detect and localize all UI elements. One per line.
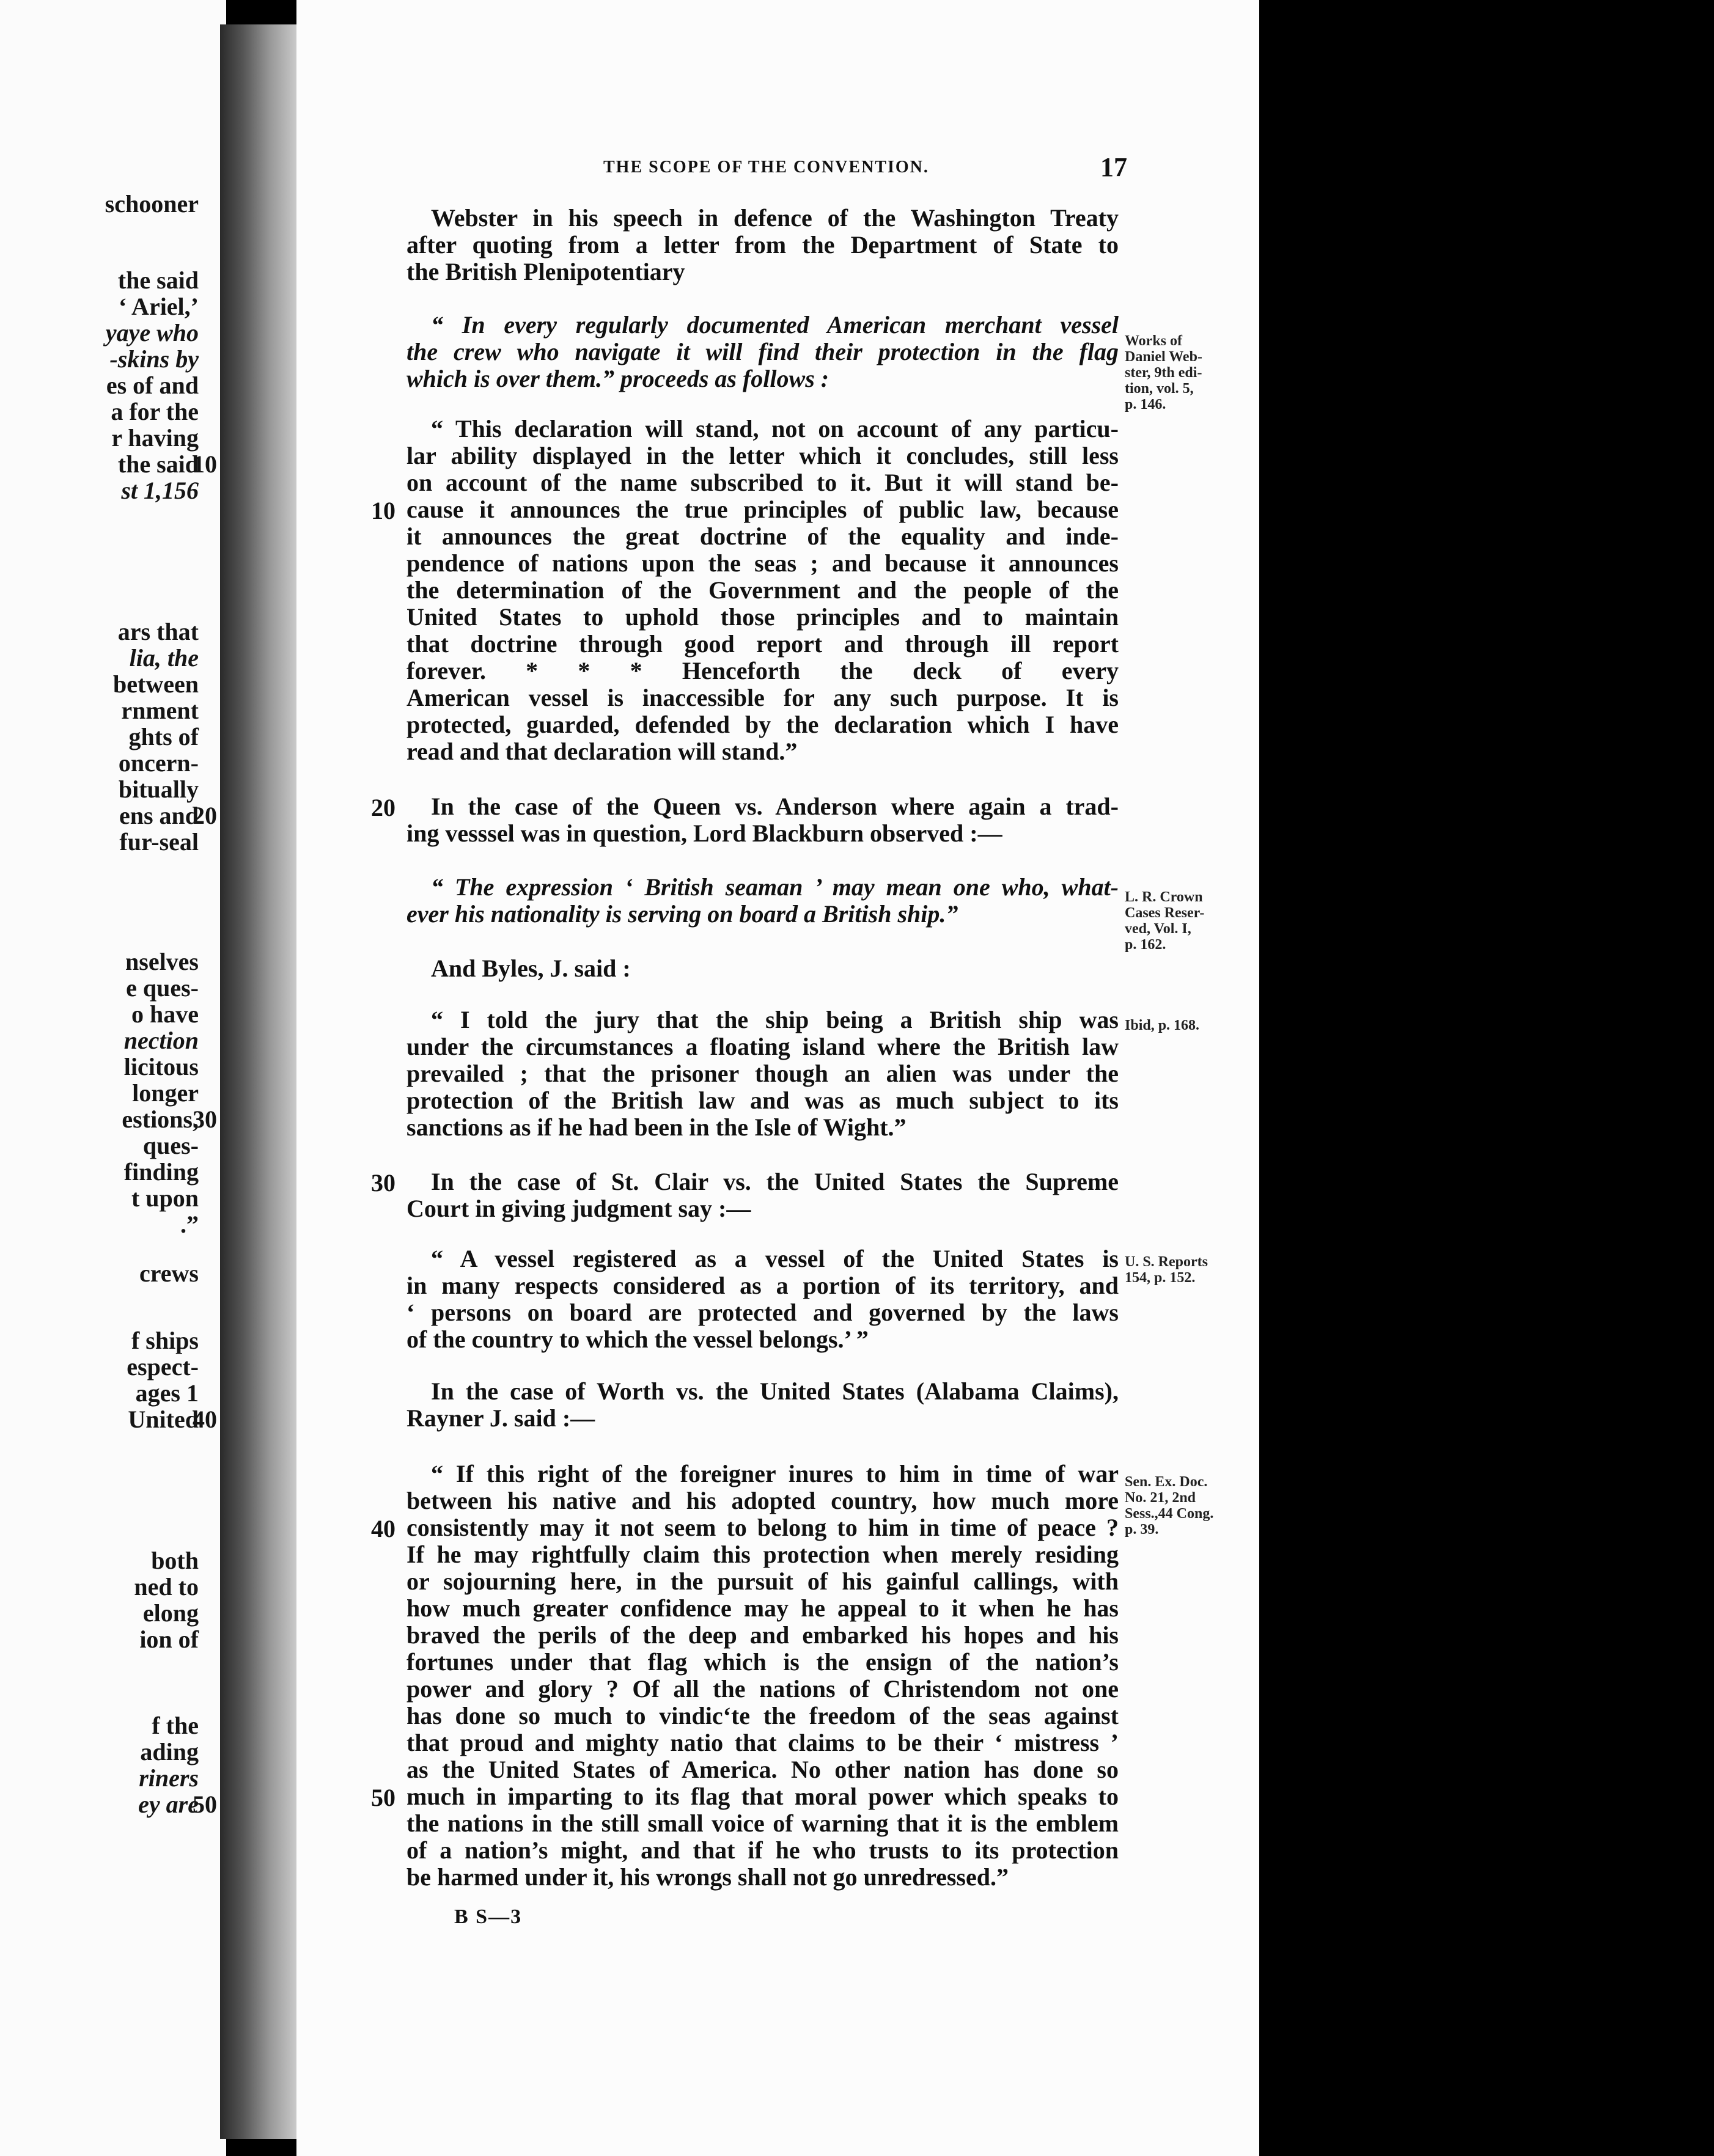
facing-page-line: f ships	[131, 1327, 199, 1354]
text-line: under the circumstances a floating island where the British law	[406, 1033, 1119, 1060]
citation-note	[1125, 1018, 1253, 1033]
citation-line: ster, 9th edi-	[1125, 365, 1202, 381]
citation-line: Sess.,44 Cong.	[1125, 1506, 1214, 1522]
citation-line: p. 39.	[1125, 1522, 1159, 1538]
facing-page-line: yaye who	[105, 319, 199, 346]
facing-page-line-number: 20	[193, 802, 217, 829]
text-line: protected, guarded, defended by the declaration which I have	[406, 711, 1119, 738]
text-line: “ I told the jury that the ship being a British ship was	[431, 1006, 1119, 1033]
text-line: In the case of Worth vs. the United States (Alabama Claims),	[431, 1377, 1119, 1405]
paragraph-p3	[406, 416, 1119, 765]
text-line: of the country to which the vessel belongs.’ ”	[406, 1326, 869, 1353]
citation-line: Ibid, p. 168.	[1125, 1018, 1200, 1033]
facing-page-line: st 1,156	[121, 477, 199, 504]
citation-note	[1125, 1474, 1253, 1538]
facing-page-line: United	[128, 1406, 199, 1433]
facing-page-line: espect-	[127, 1353, 199, 1380]
citation-line: Sen. Ex. Doc.	[1125, 1474, 1208, 1490]
facing-page-line: the said	[117, 450, 199, 478]
page-number: 17	[1100, 152, 1127, 182]
citation-line: 154, p. 152.	[1125, 1270, 1196, 1286]
facing-page-line: nselves	[125, 948, 199, 975]
facing-page-line: o have	[131, 1000, 199, 1028]
paragraph-p9	[406, 1245, 1119, 1353]
text-line: In the case of St. Clair vs. the United States the Supreme	[431, 1168, 1119, 1195]
paragraph-p11	[406, 1461, 1119, 1891]
facing-page-line: f the	[152, 1712, 199, 1739]
facing-page-line: rnment	[121, 697, 199, 724]
text-line: power and glory ? Of all the nations of Christendom not one	[406, 1675, 1119, 1703]
facing-page-line: ens and	[119, 802, 199, 829]
text-line: braved the perils of the deep and embarked his hopes and his	[406, 1621, 1119, 1649]
text-line: prevailed ; that the prisoner though an alien was under the	[406, 1060, 1119, 1087]
facing-page-line: a for the	[111, 398, 199, 425]
text-line: sanctions as if he had been in the Isle of Wight.”	[406, 1113, 907, 1141]
facing-page-line: between	[113, 670, 199, 698]
text-line: American vessel is inaccessible for any such purpose. It is	[406, 684, 1119, 711]
text-line: lar ability displayed in the letter which it concludes, still less	[406, 442, 1119, 469]
text-line: ing vesssel was in question, Lord Blackburn observed :—	[406, 820, 1002, 847]
text-line: between his native and his adopted country, how much more	[406, 1487, 1119, 1514]
facing-page-line: schooner	[105, 190, 199, 218]
facing-page-line: the said	[117, 266, 199, 294]
text-line: In the case of the Queen vs. Anderson where again a trad-	[431, 793, 1119, 820]
facing-page-line: riners	[139, 1764, 199, 1792]
citation-note	[1125, 889, 1253, 953]
text-line: cause it announces the true principles of public law, because	[406, 496, 1119, 523]
paragraph-p5	[406, 874, 1119, 928]
text-line: United States to uphold those principles and to maintain	[406, 603, 1119, 631]
citation-line: Daniel Web-	[1125, 349, 1202, 365]
text-line: after quoting from a letter from the Department of State to	[406, 231, 1119, 258]
line-number: 10	[371, 497, 395, 524]
text-line: or sojourning here, in the pursuit of his gainful callings, with	[406, 1568, 1119, 1595]
facing-page-line: es of and	[106, 372, 199, 399]
citation-line: p. 162.	[1125, 937, 1166, 953]
citation-line: tion, vol. 5,	[1125, 381, 1194, 397]
text-line: the nations in the still small voice of warning that it is the emblem	[406, 1810, 1119, 1837]
text-line: “ A vessel registered as a vessel of the United States is	[431, 1245, 1119, 1272]
text-line: Court in giving judgment say :—	[406, 1195, 751, 1222]
facing-page-line: both	[151, 1547, 199, 1574]
line-number: 50	[371, 1784, 395, 1811]
text-line: fortunes under that flag which is the ensign of the nation’s	[406, 1648, 1119, 1676]
text-line: has done so much to vindic‘te the freedom of the seas against	[406, 1702, 1119, 1729]
text-line: be harmed under it, his wrongs shall not go unredressed.”	[406, 1863, 1009, 1891]
citation-line: L. R. Crown	[1125, 889, 1203, 905]
facing-page-line: bitually	[118, 776, 199, 803]
text-line: on account of the name subscribed to it. But it will stand be-	[406, 469, 1119, 496]
facing-page-line-number: 10	[193, 450, 217, 478]
line-number: 20	[371, 794, 395, 821]
facing-page-line: e ques-	[126, 974, 199, 1002]
text-line: much in imparting to its flag that moral power which speaks to	[406, 1783, 1119, 1810]
text-line: the determination of the Government and the people of the	[406, 576, 1119, 604]
text-line: how much greater confidence may he appeal to it when he has	[406, 1594, 1119, 1622]
text-line: pendence of nations upon the seas ; and because it announces	[406, 549, 1119, 577]
paragraph-p4	[406, 793, 1119, 847]
facing-page-line: ‘ Ariel,’	[118, 293, 199, 320]
running-header: THE SCOPE OF THE CONVENTION.	[603, 158, 929, 177]
facing-page-line: fur-seal	[119, 828, 199, 856]
text-line: as the United States of America. No other nation has done so	[406, 1756, 1119, 1783]
facing-page-line-number: 30	[193, 1106, 217, 1133]
facing-page-line: -skins by	[109, 345, 199, 373]
facing-page-line: elong	[142, 1599, 199, 1627]
paragraph-p8	[406, 1168, 1119, 1222]
paragraph-p7	[406, 1007, 1119, 1141]
facing-page-line: oncern-	[118, 749, 199, 777]
text-line: ‘ persons on board are protected and governed by the laws	[406, 1299, 1119, 1326]
facing-page-line: t upon	[131, 1184, 199, 1212]
facing-page-line: ion of	[139, 1626, 199, 1653]
paragraph-p6	[406, 955, 1119, 982]
facing-page-line: lia, the	[129, 644, 199, 672]
text-line: forever. * * * Henceforth the deck of every	[406, 657, 1119, 684]
text-line: the British Plenipotentiary	[406, 258, 685, 285]
text-line: ever his nationality is serving on board a British ship.”	[406, 900, 958, 928]
paragraph-p10	[406, 1378, 1119, 1432]
citation-line: Cases Reser-	[1125, 905, 1205, 921]
text-line: Rayner J. said :—	[406, 1404, 595, 1432]
citation-note	[1125, 333, 1253, 413]
facing-page-line: ading	[140, 1738, 199, 1766]
facing-page-line: ars that	[117, 618, 199, 645]
scan-background	[1259, 0, 1714, 2156]
facing-page-line: estions,	[122, 1106, 199, 1133]
text-line: in many respects considered as a portion of its territory, and	[406, 1272, 1119, 1299]
text-line: consistently may it not seem to belong to him in time of peace ?	[406, 1514, 1119, 1541]
facing-page-line: licitous	[123, 1053, 199, 1080]
citation-line: p. 146.	[1125, 397, 1166, 413]
facing-page-line: ages 1	[135, 1379, 199, 1407]
facing-page-line: nection	[123, 1027, 199, 1054]
facing-page-line: finding	[123, 1158, 199, 1186]
facing-page-line: ghts of	[128, 723, 199, 750]
text-line: “ The expression ‘ British seaman ’ may mean one who, what-	[431, 873, 1119, 901]
paragraph-p1	[406, 205, 1119, 285]
text-line: it announces the great doctrine of the equality and inde-	[406, 522, 1119, 550]
signature-mark: B S—3	[454, 1905, 523, 1928]
citation-line: ved, Vol. I,	[1125, 921, 1191, 937]
facing-page-line: longer	[132, 1079, 199, 1107]
text-line: the crew who navigate it will find their protection in the flag	[406, 338, 1119, 365]
citation-line: Works of	[1125, 333, 1183, 349]
text-line: Webster in his speech in defence of the Washington Treaty	[431, 204, 1119, 232]
facing-page-line: ques-	[142, 1132, 199, 1159]
text-line: of a nation’s might, and that if he who trusts to its protection	[406, 1836, 1119, 1864]
text-line: that proud and mighty natio that claims to be their ‘ mistress ’	[406, 1729, 1119, 1756]
citation-line: No. 21, 2nd	[1125, 1490, 1196, 1506]
text-line: If he may rightfully claim this protection when merely residing	[406, 1541, 1119, 1568]
text-line: that doctrine through good report and through ill report	[406, 630, 1119, 658]
text-line: “ If this right of the foreigner inures to him in time of war	[431, 1460, 1119, 1487]
book-page	[296, 0, 1259, 2156]
line-number: 40	[371, 1515, 395, 1542]
facing-page-line: .”	[180, 1211, 199, 1238]
facing-page-line-number: 40	[193, 1406, 217, 1433]
text-line: “ In every regularly documented American merchant vessel	[431, 311, 1119, 339]
text-line: read and that declaration will stand.”	[406, 738, 798, 765]
text-line: And Byles, J. said :	[431, 955, 631, 982]
text-line: protection of the British law and was as much subject to its	[406, 1087, 1119, 1114]
facing-page-line: crews	[139, 1260, 199, 1287]
line-number: 30	[371, 1169, 395, 1197]
citation-line: U. S. Reports	[1125, 1254, 1208, 1270]
text-line: “ This declaration will stand, not on account of any particu-	[431, 415, 1119, 442]
facing-page-line-number: 50	[193, 1791, 217, 1818]
facing-page-line: r having	[111, 424, 199, 452]
facing-page-line: ey are	[138, 1791, 199, 1818]
citation-note	[1125, 1254, 1253, 1286]
paragraph-p2	[406, 312, 1119, 392]
text-line: which is over them.” proceeds as follows :	[406, 365, 829, 392]
facing-page-line: ned to	[134, 1573, 199, 1601]
facing-page-fragment	[0, 0, 226, 2156]
